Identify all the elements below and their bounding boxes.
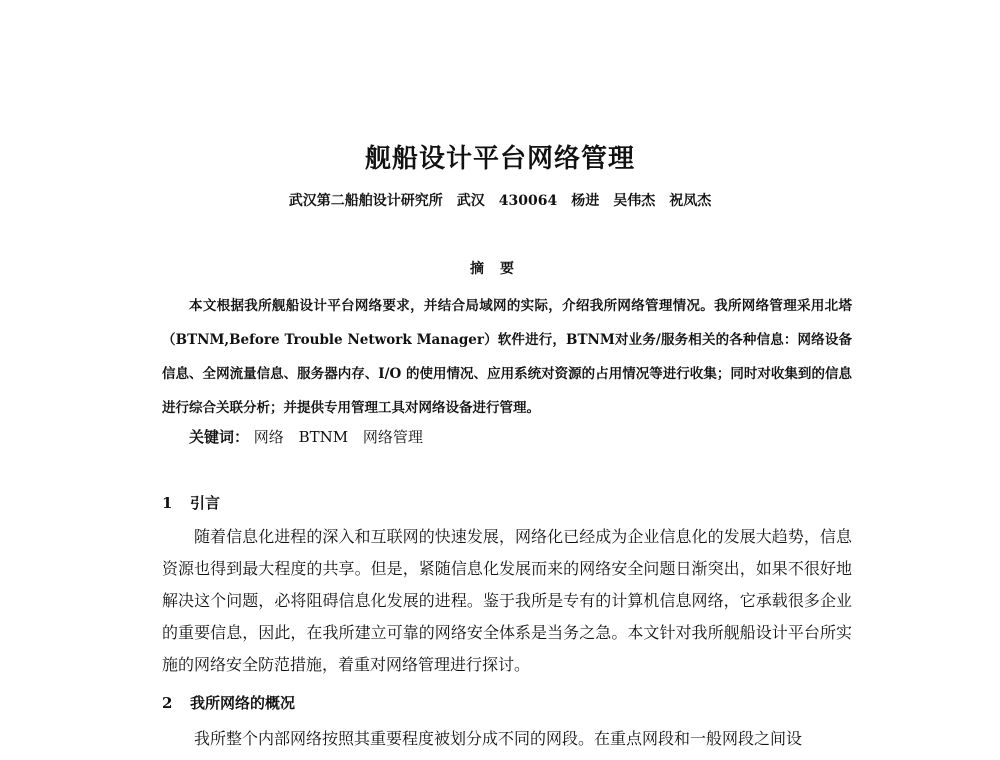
keywords-label: 关键词： xyxy=(189,428,250,446)
paper-title: 舰船设计平台网络管理 xyxy=(364,144,635,174)
section-body-network-overview: 我所整个内部网络按照其重要程度被划分成不同的网段。在重点网段和一般网段之间设 xyxy=(194,729,803,748)
keywords-line xyxy=(189,422,849,452)
section-body-introduction: 随着信息化进程的深入和互联网的快速发展，网络化已经成为企业信息化的发展大趋势，信息资源也得到最大程度的共享。但是，紧随信息化发展而来的网络安全问题日渐突出，如果不很好地解决这个问题，必将阻碍信息化发展的进程。鉴于我所是专有的计算机信息网络，它承载很多企业的重要信息，因此，在我所建立可靠的网络安全体系是当务之急。本文针对我所舰船设计平台所实施的网络安全防范措施，着重对网络管理进行探讨。 xyxy=(162,527,852,674)
section-heading-network-overview xyxy=(162,688,852,718)
keyword: 网络 xyxy=(253,428,284,446)
section-number: 2 xyxy=(162,694,173,712)
abstract-heading: 摘要 xyxy=(470,261,530,277)
keyword: BTNM xyxy=(298,428,349,446)
section-heading-introduction xyxy=(162,488,852,518)
section-title: 引言 xyxy=(190,494,221,512)
section-title: 我所网络的概况 xyxy=(190,694,296,712)
abstract-body: 本文根据我所舰船设计平台网络要求，并结合局域网的实际，介绍我所网络管理情况。我所网络管理采用北塔（BTNM,Before Trouble Network Manager）软件进行，BTNM对业务/服务相关的各种信息：网络设备信息、全网流量信息、服务器内存、I/O 的使用情况、应用系统对资源的占用情况等进行收集；同时对收集到的信息进行综合关联分析；并提供专用管理工具对网络设备进行管理。 xyxy=(162,298,852,416)
author-affiliation-line: 武汉第二船舶设计研究所 武汉 430064 杨进 吴伟杰 祝凤杰 xyxy=(288,193,712,209)
keyword: 网络管理 xyxy=(362,428,423,446)
section-number: 1 xyxy=(162,494,173,512)
